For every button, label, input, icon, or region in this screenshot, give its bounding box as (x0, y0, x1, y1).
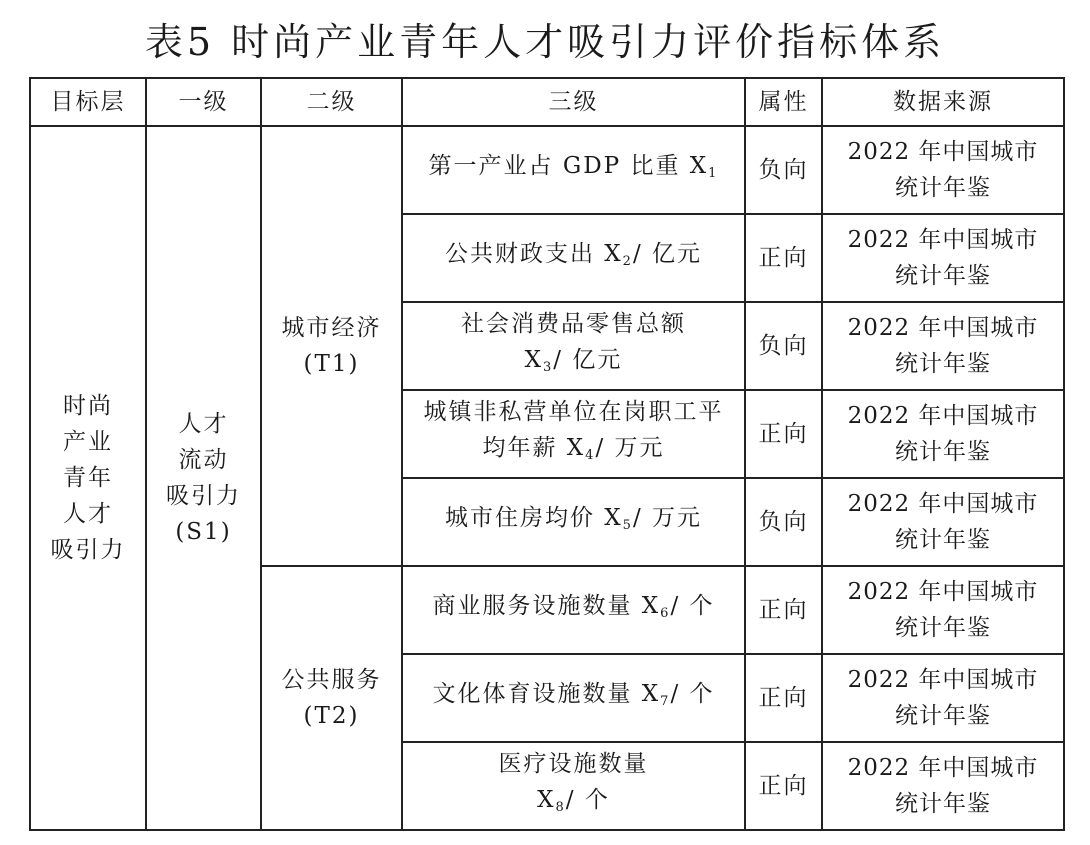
source-cell: 2022 年中国城市 统计年鉴 (822, 302, 1064, 390)
source-cell: 2022 年中国城市 统计年鉴 (822, 742, 1064, 830)
header-level3: 三级 (402, 78, 745, 126)
indicator-x6: 商业服务设施数量 $X_6/$ 个 (402, 566, 745, 654)
source-cell: 2022 年中国城市 统计年鉴 (822, 214, 1064, 302)
attribute-cell: 负向 (745, 126, 822, 214)
source-cell: 2022 年中国城市 统计年鉴 (822, 566, 1064, 654)
indicator-x4: 城镇非私营单位在岗职工平 均年薪 $X_4/$ 万元 (402, 390, 745, 478)
header-source: 数据来源 (822, 78, 1064, 126)
header-level1: 一级 (146, 78, 261, 126)
target-layer-label: 时尚 产业 青年 人才 吸引力 (50, 393, 126, 563)
level1-label: 人才 流动 吸引力 (S1) (166, 411, 241, 545)
attribute-cell: 正向 (745, 742, 822, 830)
indicator-x7: 文化体育设施数量 $X_7/$ 个 (402, 654, 745, 742)
source-cell: 2022 年中国城市 统计年鉴 (822, 390, 1064, 478)
level2-name: 公共服务 (281, 667, 382, 693)
source-cell: 2022 年中国城市 统计年鉴 (822, 126, 1064, 214)
header-row (30, 78, 1064, 126)
indicator-x3: 社会消费品零售总额 $X_3/$ 亿元 (402, 302, 745, 390)
attribute-cell: 负向 (745, 478, 822, 566)
indicator-x5: 城市住房均价 $X_5/$ 万元 (402, 478, 745, 566)
header-attribute: 属性 (745, 78, 822, 126)
target-layer-cell (30, 126, 146, 830)
attribute-cell: 正向 (745, 214, 822, 302)
table-row (30, 126, 1064, 214)
indicator-x2: 公共财政支出 $X_2/$ 亿元 (402, 214, 745, 302)
level2-name: 城市经济 (281, 315, 382, 341)
source-cell: 2022 年中国城市 统计年鉴 (822, 654, 1064, 742)
attribute-cell: 负向 (745, 302, 822, 390)
level1-cell (146, 126, 261, 830)
level2-cell-economy (261, 126, 402, 566)
header-level2: 二级 (261, 78, 402, 126)
level2-code: (T1) (303, 351, 360, 377)
indicator-x1: 第一产业占 GDP 比重 $X_1$ (402, 126, 745, 214)
attribute-cell: 正向 (745, 654, 822, 742)
header-target: 目标层 (30, 78, 146, 126)
level2-cell-public-service (261, 566, 402, 830)
attribute-cell: 正向 (745, 390, 822, 478)
table-title: 表5 时尚产业青年人才吸引力评价指标体系 (144, 20, 946, 64)
level2-code: (T2) (303, 703, 360, 729)
indicator-table (29, 77, 1065, 831)
source-cell: 2022 年中国城市 统计年鉴 (822, 478, 1064, 566)
indicator-x8: 医疗设施数量 $X_8/$ 个 (402, 742, 745, 830)
attribute-cell: 正向 (745, 566, 822, 654)
